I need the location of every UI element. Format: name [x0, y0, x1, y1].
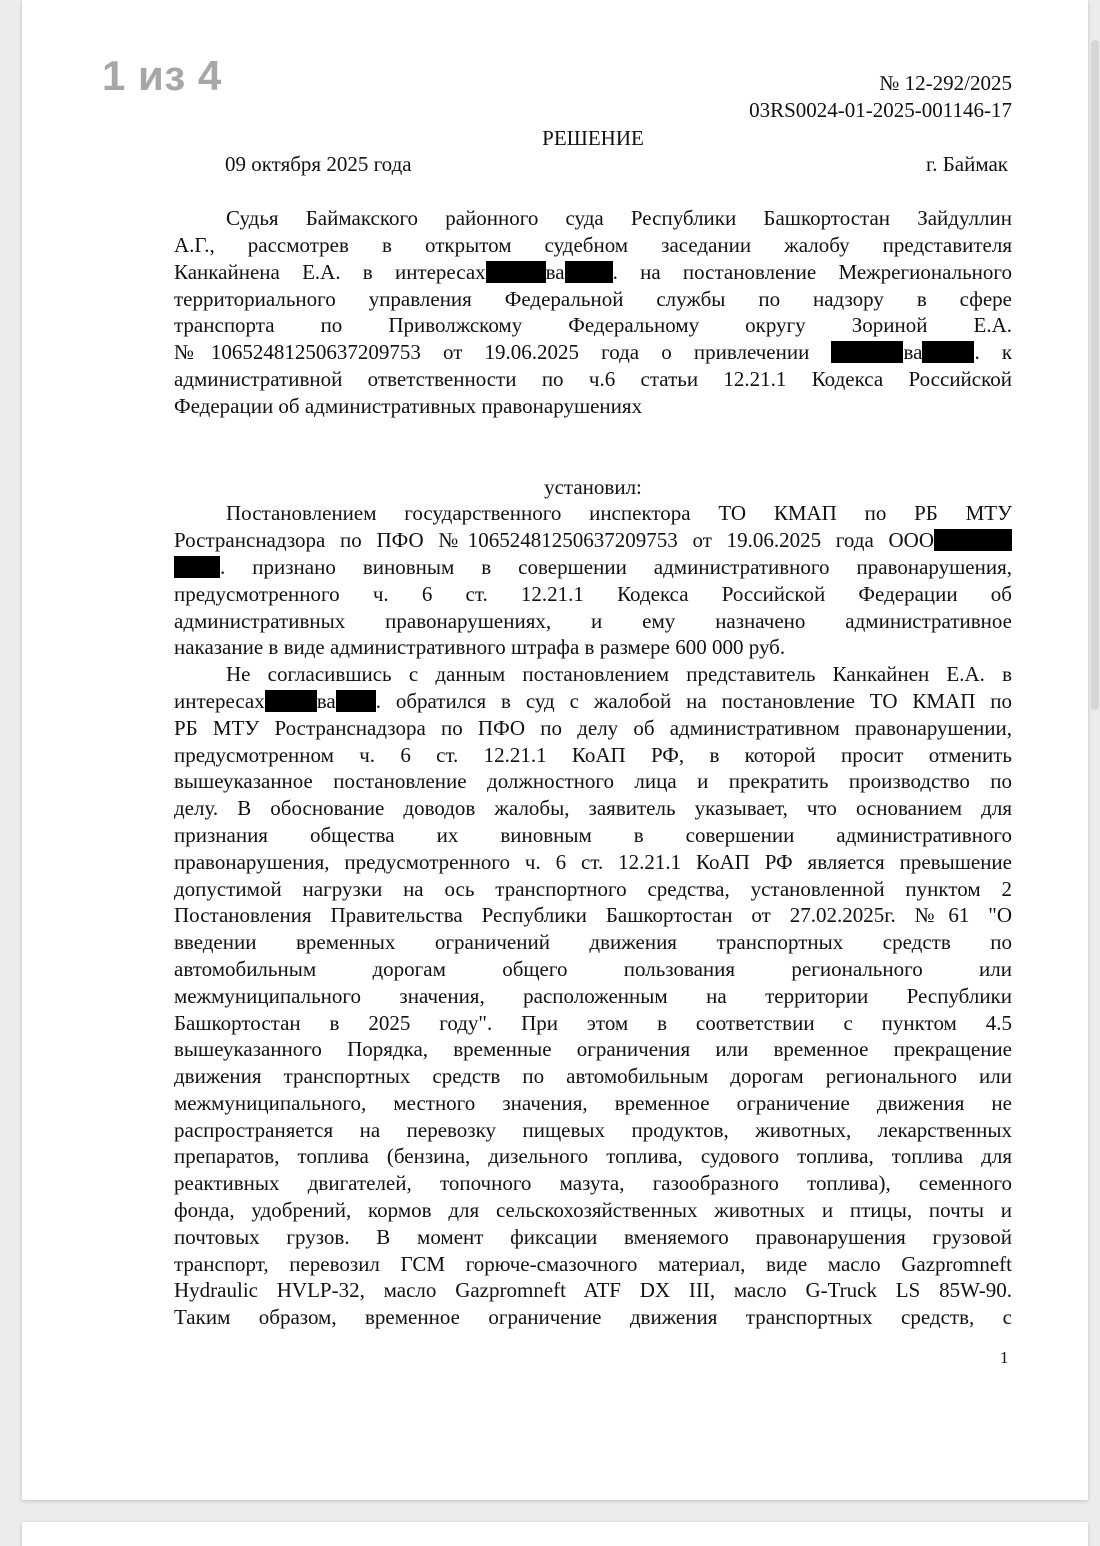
page-counter: 1 из 4 — [102, 52, 222, 99]
text-line: реактивных двигателей, топочного мазута, газообразного топлива), семенного — [174, 1171, 1012, 1196]
decision-place: г. Баймак — [925, 152, 1008, 177]
established-heading: установил: — [544, 474, 642, 499]
text-line: допустимой нагрузки на ось транспортного средства, установленной пунктом 2 — [174, 876, 1012, 901]
text-line: транспорт, перевозил ГСМ горюче-смазочного материал, виде масло Gazpromneft — [174, 1251, 1012, 1276]
redacted-block — [174, 556, 220, 578]
text-line: делу. В обоснование доводов жалобы, заявитель указывает, что основанием для — [174, 796, 1012, 821]
intro-paragraph: Судья Баймакского районного суда Республики Башкортостан Зайдуллин А.Г., рассмотрев в открытом судебном заседании жалобу представителя Канкайнена Е.А. в интересах ва . на постановление Межрегионального территориального управления Федеральной службы по надзору в сфере транспорта по Приволжскому Федеральному округу Зориной Е.А. №10652481250637209753 от 19.06.2025 года о привлечении ва . к административной ответственности по ч.6 статьи 12.21.1 Кодекса Российской Федерации об административных правонарушениях — [174, 206, 1013, 418]
text-line: препаратов, топлива (бензина, дизельного топлива, судового топлива, топлива для — [174, 1144, 1012, 1169]
text-line: фонда, удобрений, кормов для сельскохозяйственных животных и птицы, почты и — [174, 1198, 1012, 1223]
text-line: Hydraulic HVLP-32, масло Gazpromneft ATF DX III, масло G-Truck LS 85W-90. — [174, 1278, 1012, 1303]
redacted-block — [922, 341, 974, 363]
paragraph-2-lines — [174, 715, 1012, 1331]
text-line: признания общества их виновным в совершении административного — [174, 822, 1012, 847]
redacted-block — [831, 341, 903, 363]
decision-date: 09 октября 2025 года — [225, 152, 412, 177]
text-line: РБ МТУ Ространснадзора по ПФО по делу об административном правонарушении, — [174, 715, 1012, 740]
redacted-block — [265, 690, 317, 712]
text-line: вышеуказанное постановление должностного лица и прекратить производство по — [174, 769, 1012, 794]
case-number: № 12-292/2025 — [879, 71, 1012, 95]
paragraph-1: Постановлением государственного инспектора ТО КМАП по РБ МТУ Ространснадзора по ПФО №10652481250637209753 от 19.06.2025 года ООО . признано виновным в совершении административного правонарушения, предусмотренного ч. 6 ст. 12.21.1 Кодекса Российской Федерации об административных правонарушениях, и ему назначено административное наказание в виде административного штрафа в размере 600 000 руб. — [174, 501, 1012, 660]
paragraph-2: Не согласившись с данным постановлением представитель Канкайнен Е.А. в интересах ва . обратился в суд с жалобой на постановление ТО КМАП по РБ МТУ Ространснадзора по ПФО по делу об административном правонарушении, предусмотренном ч. 6 ст. 12.21.1 КоАП РФ, в которой просит отменить вышеуказанное постановление должностного лица и прекратить производство по делу. В обоснование доводов жалобы, заявитель указывает, что основанием для признания общества их виновным в совершении административного правонарушения, предусмотренного ч. 6 ст. 12.21.1 КоАП РФ является превышение допустимой нагрузки на ось транспортного средства, установленной пунктом 2 Постановления Правительства Республики Башкортостан от 27.02.2025г. №61 "О введении временных ограничений движения транспортных средств по автомобильным дорогам общего пользования регионального или межмуниципального значения, расположенным на территории Республики Башкортостан в 2025 году". При этом в соответствии с пунктом 4.5 вышеуказанного Порядка, временные ограничения или временное прекращение движения транспортных средств по автомобильным дорогам регионального или межмуниципального, местного значения, временное ограничение движения не распространяется на перевозку пищевых продуктов, животных, лекарственных препаратов, топлива (бензина, дизельного топлива, судового топлива, топлива для реактивных двигателей, топочного мазута, газообразного топлива), семенного фонда, удобрений, кормов для сельскохозяйственных животных и птицы, почты и почтовых грузов. В момент фиксации вменяемого правонарушения грузовой транспорт, перевозил ГСМ горюче-смазочного материал, виде масло Gazpromneft Hydraulic HVLP-32, масло Gazpromneft ATF DX III, масло G-Truck LS 85W-90. Таким образом, временное ограничение движения транспортных средств, с — [174, 662, 1012, 1330]
text-line: Постановления Правительства Республики Башкортостан от 27.02.2025г. №61 "О — [174, 903, 1012, 928]
text-line: движения транспортных средств по автомобильным дорогам регионального или — [174, 1064, 1012, 1089]
text-line: правонарушения, предусмотренного ч. 6 ст. 12.21.1 КоАП РФ является превышение — [174, 849, 1012, 874]
text-line: почтовых грузов. В момент фиксации вменяемого правонарушения грузовой — [174, 1224, 1012, 1249]
redacted-block — [486, 261, 546, 283]
text-line: Башкортостан в 2025 году". При этом в соответствии с пунктом 4.5 — [174, 1010, 1012, 1035]
redacted-block — [565, 261, 613, 283]
text-line: распространяется на перевозку пищевых продуктов, животных, лекарственных — [174, 1117, 1012, 1142]
text-line: межмуниципального, местного значения, временное ограничение движения не — [174, 1090, 1012, 1115]
text-line: предусмотренном ч. 6 ст. 12.21.1 КоАП РФ, в которой просит отменить — [174, 742, 1012, 767]
case-id: 03RS0024-01-2025-001146-17 — [749, 97, 1012, 122]
redacted-block — [336, 690, 376, 712]
text-line: автомобильным дорогам общего пользования регионального или — [174, 956, 1012, 981]
redacted-block — [934, 529, 1012, 551]
text-line: вышеуказанного Порядка, временные ограничения или временное прекращение — [174, 1037, 1012, 1062]
document-content — [174, 70, 1012, 1331]
text-line: межмуниципального значения, расположенным на территории Республики — [174, 983, 1012, 1008]
page-number: 1 — [1000, 1348, 1009, 1367]
date-place-row — [174, 151, 1012, 178]
text-line: Таким образом, временное ограничение движения транспортных средств, с — [174, 1305, 1012, 1330]
next-document-page — [22, 1522, 1088, 1546]
doc-type-heading: РЕШЕНИЕ — [542, 125, 644, 150]
text-line: введении временных ограничений движения транспортных средств по — [174, 930, 1012, 955]
scrollbar[interactable] — [1091, 40, 1099, 710]
